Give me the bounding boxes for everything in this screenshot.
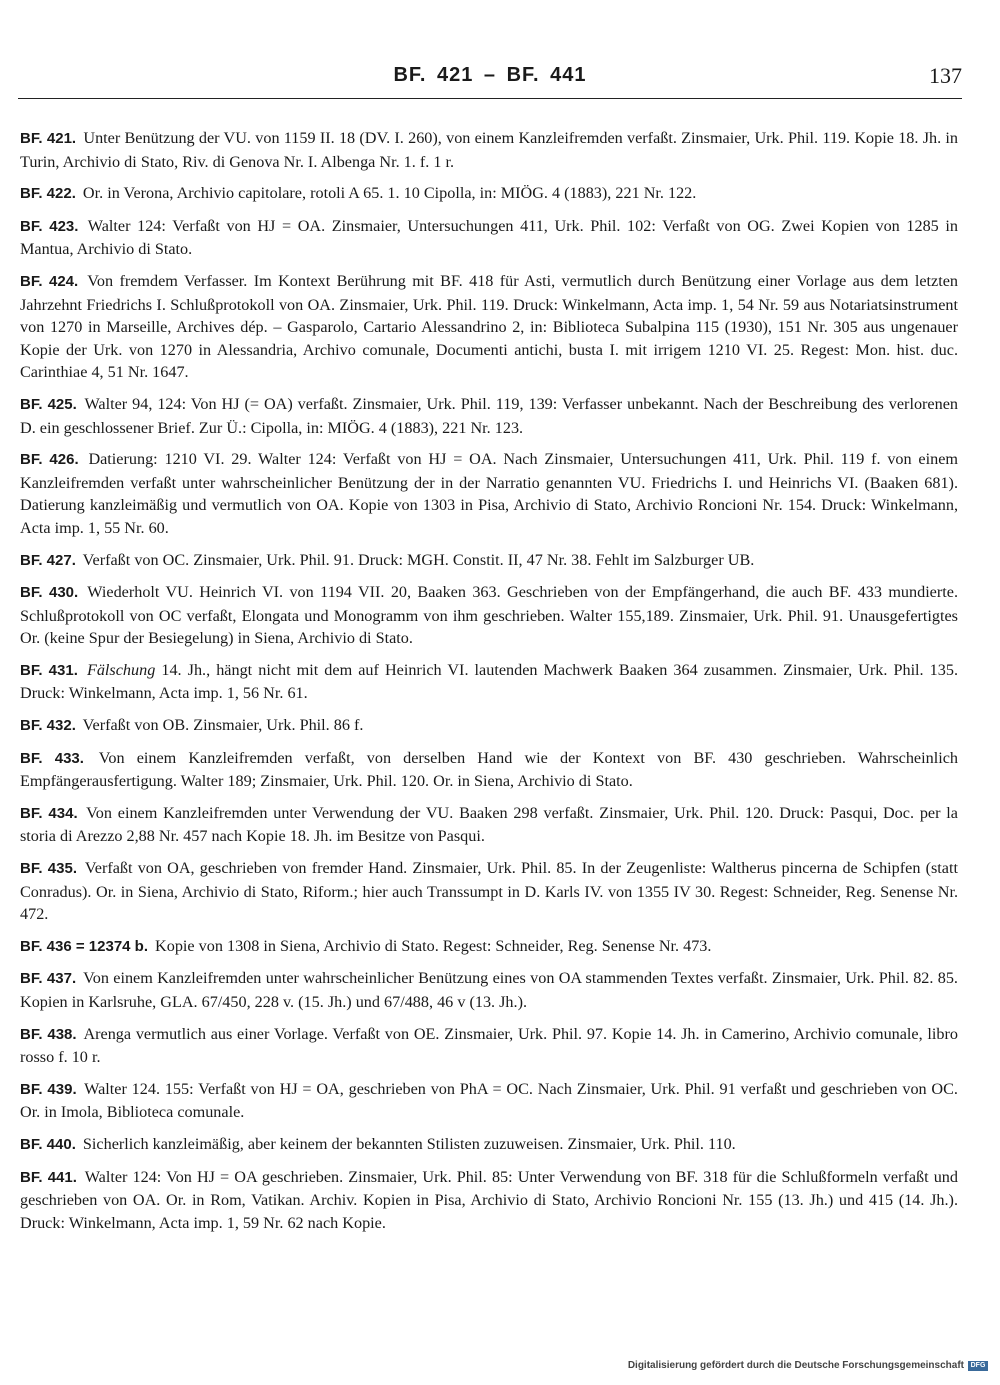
entry-id: BF. 438. xyxy=(20,1025,77,1043)
entry-bf-439 xyxy=(20,1078,958,1124)
entry-id: BF. 441. xyxy=(20,1168,77,1186)
entry-bf-437 xyxy=(20,967,958,1013)
entry-id: BF. 432. xyxy=(20,717,76,735)
entry-bf-441 xyxy=(20,1166,958,1235)
entry-bf-433 xyxy=(20,747,958,793)
funding-footer xyxy=(628,1360,988,1371)
entry-bf-425 xyxy=(20,393,958,439)
entry-text: Von einem Kanzleifremden unter Verwendung der VU. Baaken 298 verfaßt. Zinsmaier, Urk. Phil. 120. Druck: Pasqui, Doc. per la storia di Arezzo 2,88 Nr. 457 nach Kopie 18. Jh. im Besitze von Pasqui. xyxy=(20,803,958,846)
entry-bf-430 xyxy=(20,581,958,650)
page-number: 137 xyxy=(929,63,962,88)
entry-bf-422 xyxy=(20,182,958,206)
entry-id: BF. 424. xyxy=(20,272,79,290)
entry-text: Arenga vermutlich aus einer Vorlage. Verfaßt von OE. Zinsmaier, Urk. Phil. 97. Kopie 14. Jh. in Camerino, Archivio comunale, libro rosso f. 10 r. xyxy=(20,1024,958,1067)
entry-text: Or. in Verona, Archivio capitolare, rotoli A 65. 1. 10 Cipolla, in: MIÖG. 4 (1883), 221 Nr. 122. xyxy=(82,184,697,203)
entry-id: BF. 437. xyxy=(20,970,77,988)
entry-text: Wiederholt VU. Heinrich VI. von 1194 VII. 20, Baaken 363. Geschrieben von der Empfängerhand, die auch BF. 433 mundierte. Schlußprotokoll von OC verfaßt, Elongata und Monogramm von ihm geschrieben. Walter 155,189. Zinsmaier, Urk. Phil. 91. Unausgefertigtes Or. (keine Spur der Besiegelung) in Siena, Archivio di Stato. xyxy=(20,583,958,648)
entry-text: Walter 124: Verfaßt von HJ = OA. Zinsmaier, Untersuchungen 411, Urk. Phil. 102: Verfaßt von OG. Zwei Kopien von 1285 in Mantua, Archivio di Stato. xyxy=(20,216,958,259)
entry-bf-427 xyxy=(20,549,958,573)
entry-text: Verfaßt von OA, geschrieben von fremder Hand. Zinsmaier, Urk. Phil. 85. In der Zeugenliste: Waltherus pincerna de Schipfen (statt Conradus). Or. in Siena, Archivio di Stato, Riform.; hier auch Transsumpt in D. Karls IV. von 1355 IV 30. Regest: Schneider, Reg. Senense Nr. 472. xyxy=(20,859,958,924)
entry-id: BF. 433. xyxy=(20,749,84,767)
entry-text: Walter 94, 124: Von HJ (= OA) verfaßt. Zinsmaier, Urk. Phil. 119, 139: Verfasser unbekannt. Nach der Beschreibung des verlorenen D. ein geschlossener Brief. Zur Ü.: Cipolla, in: MIÖG. 4 (1883), 221 Nr. 123. xyxy=(20,394,958,437)
entry-id: BF. 422. xyxy=(20,185,76,203)
entry-id: BF. 427. xyxy=(20,551,76,569)
entry-text: Sicherlich kanzleimäßig, aber keinem der bekannten Stilisten zuzuweisen. Zinsmaier, Urk. Phil. 110. xyxy=(82,1134,736,1153)
entry-text: Von fremdem Verfasser. Im Kontext Berührung mit BF. 418 für Asti, vermutlich durch Benützung einer Vorlage aus dem letzten Jahrzehnt Friedrichs I. Schlußprotokoll von OA. Zinsmaier, Urk. Phil. 119. Druck: Winkelmann, Acta imp. 1, 54 Nr. 59 aus Notariatsinstrument von 1270 in Marseille, Archives dép. – Gasparolo, Cartario Alessandrino 2, in: Biblioteca Subalpina 115 (1930), 151 Nr. 305 aus ungenauer Kopie der Urk. von 1270 in Alessandria, Archivo comunale, Documenti antichi, busta I. mit irrigem 1210 VI. 25. Regest: Mon. hist. duc. Carinthiae 4, 51 Nr. 1647. xyxy=(20,271,958,382)
dfg-logo-icon: DFG xyxy=(968,1361,988,1371)
entry-id: BF. 421. xyxy=(20,130,77,147)
entry-id: BF. 440. xyxy=(20,1135,76,1153)
entry-id: BF. 431. xyxy=(20,661,78,679)
entry-bf-421 xyxy=(20,127,958,173)
entry-bf-438 xyxy=(20,1023,958,1069)
entry-id: BF. 439. xyxy=(20,1080,77,1098)
entry-emphasis: Fälschung xyxy=(86,660,156,679)
entry-text: Kopie von 1308 in Siena, Archivio di Stato. Regest: Schneider, Reg. Senense Nr. 473. xyxy=(155,936,712,955)
entry-bf-436 xyxy=(20,935,958,959)
entry-bf-423 xyxy=(20,215,958,261)
entry-text: Walter 124. 155: Verfaßt von HJ = OA, geschrieben von PhA = OC. Nach Zinsmaier, Urk. Phil. 91 verfaßt und geschrieben von OC. Or. in Imola, Biblioteca comunale. xyxy=(20,1079,958,1122)
funding-note: Digitalisierung gefördert durch die Deutsche Forschungsgemeinschaft xyxy=(627,1360,964,1371)
entry-text: Unter Benützung der VU. von 1159 II. 18 (DV. I. 260), von einem Kanzleifremden verfaßt. Zinsmaier, Urk. Phil. 119. Kopie 18. Jh. in Turin, Archivio di Stato, Riv. di Genova Nr. I. Albenga Nr. 1. f. 1 r. xyxy=(20,129,958,171)
entry-text: Walter 124: Von HJ = OA geschrieben. Zinsmaier, Urk. Phil. 85: Unter Verwendung von BF. 318 für die Schlußformeln verfaßt und geschrieben von OA. Or. in Rom, Vatikan. Archiv. Kopien in Pisa, Archivio di Stato, Archivio Roncioni Nr. 155 (13. Jh.) und 415 (14. Jh.). Druck: Winkelmann, Acta imp. 1, 59 Nr. 62 nach Kopie. xyxy=(20,1167,958,1232)
entry-id: BF. 436 = 12374 b. xyxy=(20,937,148,955)
entry-bf-426 xyxy=(20,448,958,539)
entry-text: Verfaßt von OC. Zinsmaier, Urk. Phil. 91. Druck: MGH. Constit. II, 47 Nr. 38. Fehlt im Salzburger UB. xyxy=(82,550,755,569)
entry-id: BF. 423. xyxy=(20,217,79,235)
entry-id: BF. 426. xyxy=(20,451,79,469)
entry-id: BF. 434. xyxy=(20,804,78,822)
entry-bf-434 xyxy=(20,802,958,848)
entry-id: BF. 435. xyxy=(20,860,77,878)
entry-bf-431 xyxy=(20,659,958,705)
entry-text: Verfaßt von OB. Zinsmaier, Urk. Phil. 86 f. xyxy=(82,716,364,735)
entry-text: Datierung: 1210 VI. 29. Walter 124: Verfaßt von HJ = OA. Nach Zinsmaier, Untersuchungen 411, Urk. Phil. 119 f. von einem Kanzleifremden verfaßt unter wahrscheinlicher Benützung der in der Narratio genannten VU. Friedrichs I. und Heinrichs VI. (Baaken 681). Datierung kanzleimäßig und vermutlich von OA. Kopie von 1303 in Pisa, Archivio di Stato, Archivio Roncioni Nr. 154. Druck: Winkelmann, Acta imp. 1, 55 Nr. 60. xyxy=(20,450,958,537)
entry-text: 14. Jh., hängt nicht mit dem auf Heinrich VI. lautenden Machwerk Baaken 364 zusammen. Zinsmaier, Urk. Phil. 135. Druck: Winkelmann, Acta imp. 1, 56 Nr. 61. xyxy=(20,660,958,703)
entry-bf-424 xyxy=(20,270,958,384)
running-title: BF. 421 – BF. 441 xyxy=(393,64,587,86)
entry-text: Von einem Kanzleifremden unter wahrscheinlicher Benützung eines von OA stammenden Textes verfaßt. Zinsmaier, Urk. Phil. 82. 85. Kopien in Karlsruhe, GLA. 67/450, 228 v. (15. Jh.) und 67/488, 46 v (13. Jh.). xyxy=(20,969,958,1011)
entry-id: BF. 430. xyxy=(20,584,79,602)
entry-bf-440 xyxy=(20,1133,958,1157)
entry-bf-435 xyxy=(20,857,958,926)
page-header xyxy=(18,60,962,99)
entry-bf-432 xyxy=(20,714,958,738)
entry-list xyxy=(20,127,958,1243)
entry-id: BF. 425. xyxy=(20,395,77,413)
entry-text: Von einem Kanzleifremden verfaßt, von derselben Hand wie der Kontext von BF. 430 geschrieben. Wahrscheinlich Empfängerausfertigung. Walter 189; Zinsmaier, Urk. Phil. 120. Or. in Siena, Archivio di Stato. xyxy=(20,748,958,791)
